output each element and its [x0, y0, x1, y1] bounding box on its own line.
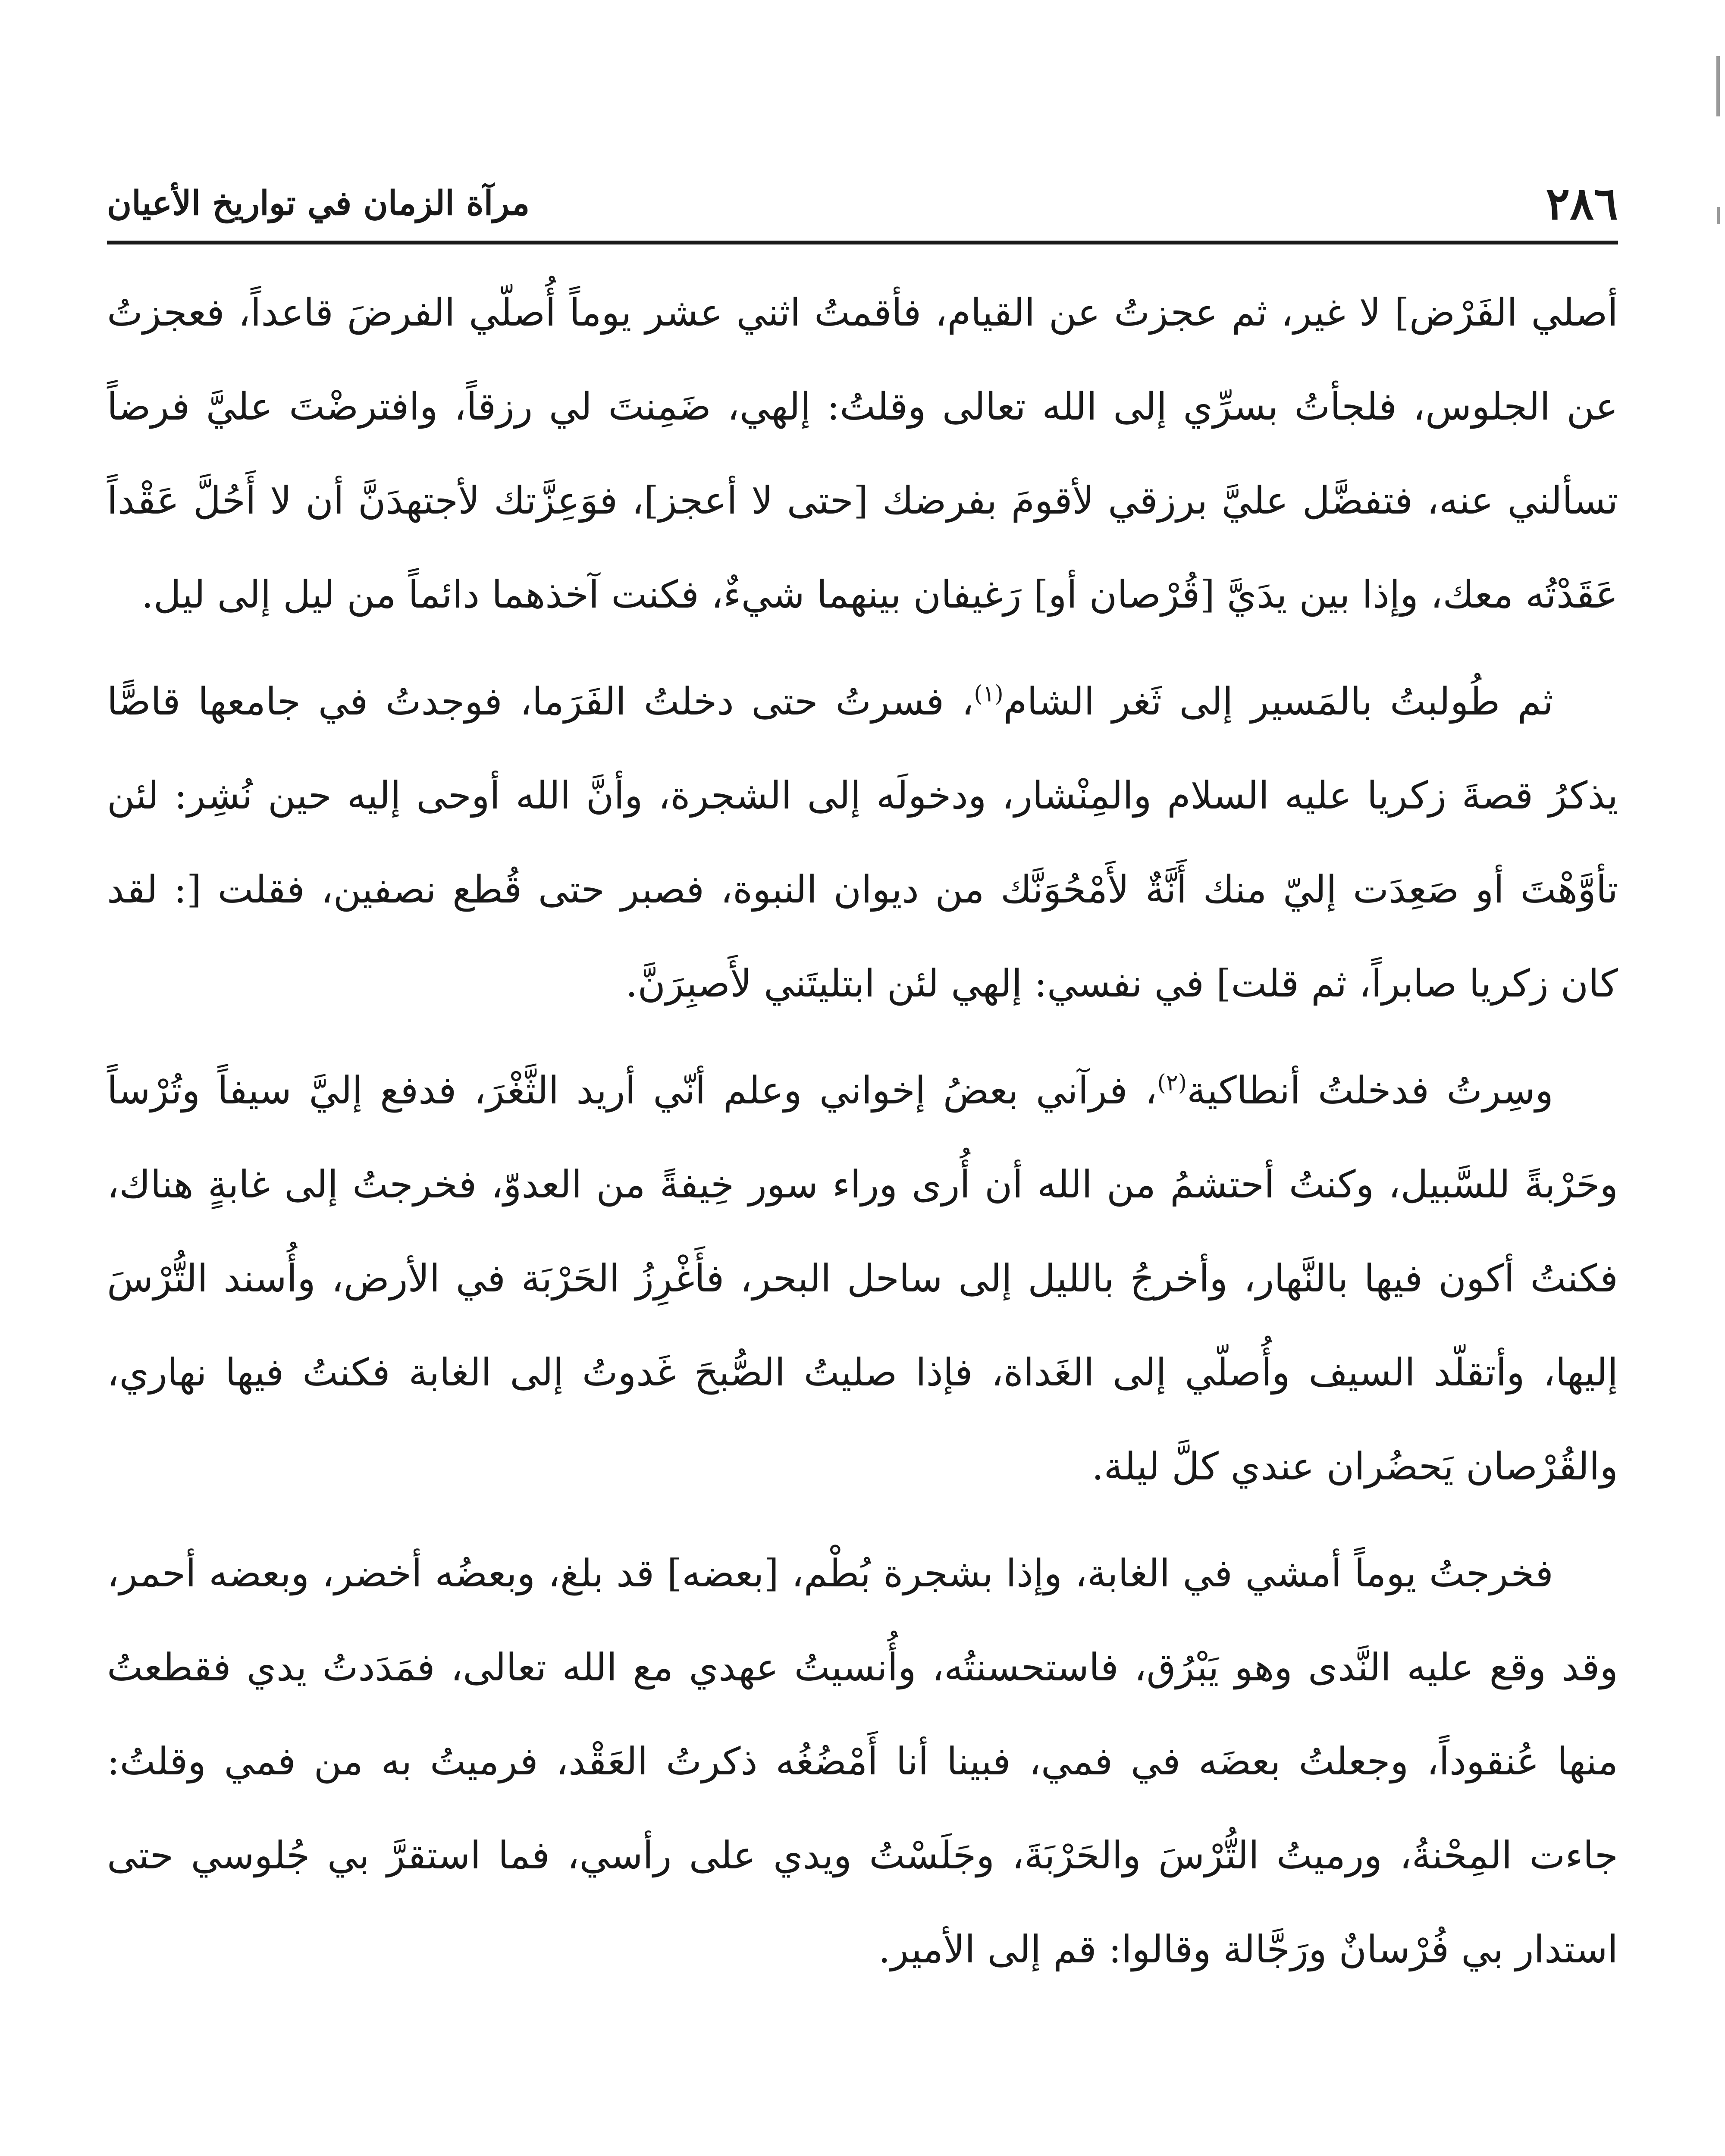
- paragraph-text: فخرجتُ يوماً أمشي في الغابة، وإذا بشجرة بُطْم، [بعضه] قد بلغ، وبعضُه أخضر، وبعضه أحمر، وقد وقع عليه النَّدى وهو يَبْرُق، فاستحسنتُه، وأُنسيتُ عهدي مع الله تعالى، فمَدَدتُ يدي فقطعتُ منها عُنقوداً، وجعلتُ بعضَه في فمي، فبينا أنا أَمْضُغُه ذكرتُ العَقْد، فرميتُ به من فمي وقلتُ: جاءت المِحْنةُ، ورميتُ التُّرْسَ والحَرْبَةَ، وجَلَسْتُ ويدي على رأسي، فما استقرَّ بي جُلوسي حتى استدار بي فُرْسانٌ ورَجَّالة وقالوا: قم إلى الأمير.: [107, 1551, 1618, 1971]
- page-header: [107, 169, 1618, 242]
- body-text: [107, 266, 1618, 2009]
- running-title: مرآة الزمان في تواريخ الأعيان: [107, 184, 530, 223]
- paragraph: [107, 1044, 1618, 1514]
- header-rule: [107, 241, 1618, 244]
- paragraph-text: أصلي الفَرْض] لا غير، ثم عجزتُ عن القيام، فأقمتُ اثني عشر يوماً أُصلّي الفرضَ قاعداً، فعجزتُ عن الجلوس، فلجأتُ بسرِّي إلى الله تعالى وقلتُ: إلهي، ضَمِنتَ لي رزقاً، وافترضْتَ عليَّ فرضاً تسألني عنه، فتفضَّل عليَّ برزقي لأقومَ بفرضك [حتى لا أعجز]، فوَعِزَّتك لأجتهدَنَّ أن لا أَحُلَّ عَقْداً عَقَدْتُه معك، وإذا بين يدَيَّ [قُرْصان أو] رَغيفان بينهما شيءٌ، فكنت آخذهما دائماً من ليل إلى ليل.: [107, 290, 1618, 617]
- paragraph: [107, 1526, 1618, 1996]
- paragraph: [107, 266, 1618, 642]
- paragraph-text: ثم طُولبتُ بالمَسير إلى ثَغر الشام: [1003, 679, 1553, 724]
- paragraph-text: وسِرتُ فدخلتُ أنطاكية: [1186, 1068, 1554, 1112]
- paragraph: [107, 655, 1618, 1031]
- scan-edge-mark: [1717, 207, 1720, 224]
- paragraph-text: ، فسرتُ حتى دخلتُ الفَرَما، فوجدتُ في جامعها قاصًّا يذكرُ قصةَ زكريا عليه السلام والمِنْشار، ودخولَه إلى الشجرة، وأنَّ الله أوحى إليه حين نُشِر: لئن تأوَّهْتَ أو صَعِدَت إليّ منك أَنَّةٌ لأَمْحُوَنَّك من ديوان النبوة، فصبر حتى قُطع نصفين، فقلت [: لقد كان زكريا صابراً، ثم قلت] في نفسي: إلهي لئن ابتليتَني لأَصبِرَنَّ.: [107, 679, 1618, 1006]
- footnote-marker: (١): [974, 681, 1004, 707]
- page-number: ٢٨٦: [1546, 177, 1618, 230]
- scan-edge-mark: [1716, 56, 1720, 116]
- paragraph-text: ، فرآني بعضُ إخواني وعلم أنّي أريد الثَّغْرَ، فدفع إليَّ سيفاً وتُرْساً وحَرْبةً للسَّبيل، وكنتُ أحتشمُ من الله أن أُرى وراء سور خِيفةً من العدوّ، فخرجتُ إلى غابةٍ هناك، فكنتُ أكون فيها بالنَّهار، وأخرجُ بالليل إلى ساحل البحر، فأَغْرِزُ الحَرْبَة في الأرض، وأُسند التُّرْسَ إليها، وأتقلّد السيف وأُصلّي إلى الغَداة، فإذا صليتُ الصُّبحَ غَدوتُ إلى الغابة فكنتُ فيها نهاري، والقُرْصان يَحضُران عندي كلَّ ليلة.: [107, 1068, 1618, 1489]
- footnote-marker: (٢): [1157, 1070, 1187, 1096]
